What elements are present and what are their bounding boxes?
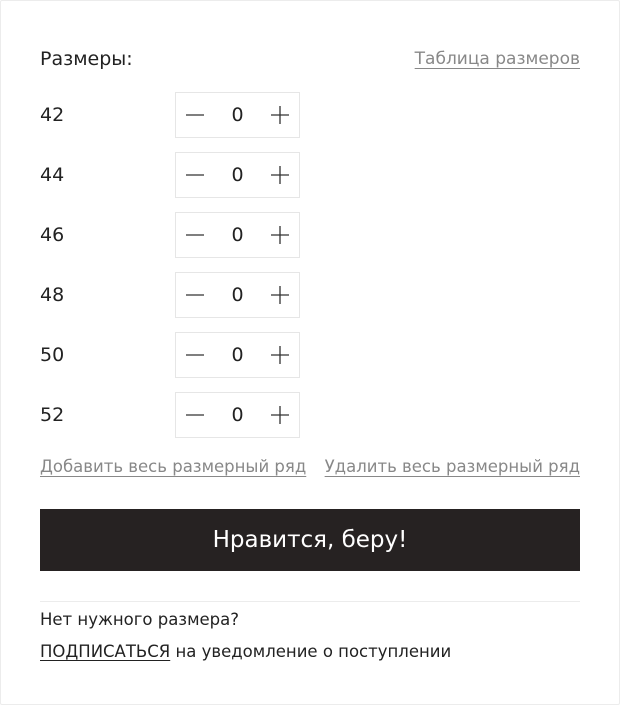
size-range-links bbox=[40, 454, 580, 478]
size-row-46 bbox=[40, 212, 300, 258]
size-row-50 bbox=[40, 332, 300, 378]
sizes-header bbox=[40, 44, 580, 74]
quantity-stepper bbox=[175, 392, 300, 438]
sizes-title: Размеры: bbox=[40, 48, 133, 70]
divider bbox=[40, 601, 580, 602]
size-label: 50 bbox=[40, 344, 65, 366]
plus-icon bbox=[270, 105, 290, 125]
size-row-42 bbox=[40, 92, 300, 138]
decrement-button[interactable] bbox=[176, 213, 214, 257]
quantity-stepper bbox=[175, 272, 300, 318]
size-label: 42 bbox=[40, 104, 65, 126]
size-label: 52 bbox=[40, 404, 65, 426]
no-size-question: Нет нужного размера? bbox=[40, 610, 240, 629]
size-label: 44 bbox=[40, 164, 65, 186]
quantity-value[interactable]: 0 bbox=[231, 224, 244, 246]
quantity-value[interactable]: 0 bbox=[231, 344, 244, 366]
increment-button[interactable] bbox=[261, 153, 299, 197]
size-table-link[interactable]: Таблица размеров bbox=[414, 49, 580, 69]
remove-all-sizes-link[interactable]: Удалить весь размерный ряд bbox=[324, 456, 580, 476]
plus-icon bbox=[270, 225, 290, 245]
size-label: 48 bbox=[40, 284, 65, 306]
decrement-button[interactable] bbox=[176, 273, 214, 317]
decrement-button[interactable] bbox=[176, 153, 214, 197]
minus-icon bbox=[185, 165, 205, 185]
minus-icon bbox=[185, 345, 205, 365]
minus-icon bbox=[185, 225, 205, 245]
plus-icon bbox=[270, 405, 290, 425]
minus-icon bbox=[185, 405, 205, 425]
subscribe-link[interactable]: ПОДПИСАТЬСЯ bbox=[40, 642, 171, 661]
quantity-stepper bbox=[175, 92, 300, 138]
quantity-value[interactable]: 0 bbox=[231, 164, 244, 186]
plus-icon bbox=[270, 345, 290, 365]
quantity-value[interactable]: 0 bbox=[231, 284, 244, 306]
buy-button[interactable]: Нравится, беру! bbox=[40, 509, 580, 571]
size-label: 46 bbox=[40, 224, 65, 246]
quantity-value[interactable]: 0 bbox=[231, 104, 244, 126]
plus-icon bbox=[270, 165, 290, 185]
plus-icon bbox=[270, 285, 290, 305]
increment-button[interactable] bbox=[261, 393, 299, 437]
minus-icon bbox=[185, 285, 205, 305]
minus-icon bbox=[185, 105, 205, 125]
size-row-44 bbox=[40, 152, 300, 198]
increment-button[interactable] bbox=[261, 273, 299, 317]
quantity-stepper bbox=[175, 212, 300, 258]
decrement-button[interactable] bbox=[176, 393, 214, 437]
subscribe-text: на уведомление о поступлении bbox=[170, 642, 452, 661]
quantity-value[interactable]: 0 bbox=[231, 404, 244, 426]
add-all-sizes-link[interactable]: Добавить весь размерный ряд bbox=[40, 456, 307, 476]
increment-button[interactable] bbox=[261, 93, 299, 137]
increment-button[interactable] bbox=[261, 213, 299, 257]
quantity-stepper bbox=[175, 332, 300, 378]
decrement-button[interactable] bbox=[176, 333, 214, 377]
size-row-48 bbox=[40, 272, 300, 318]
decrement-button[interactable] bbox=[176, 93, 214, 137]
size-row-52 bbox=[40, 392, 300, 438]
quantity-stepper bbox=[175, 152, 300, 198]
subscribe-line bbox=[40, 641, 451, 663]
increment-button[interactable] bbox=[261, 333, 299, 377]
